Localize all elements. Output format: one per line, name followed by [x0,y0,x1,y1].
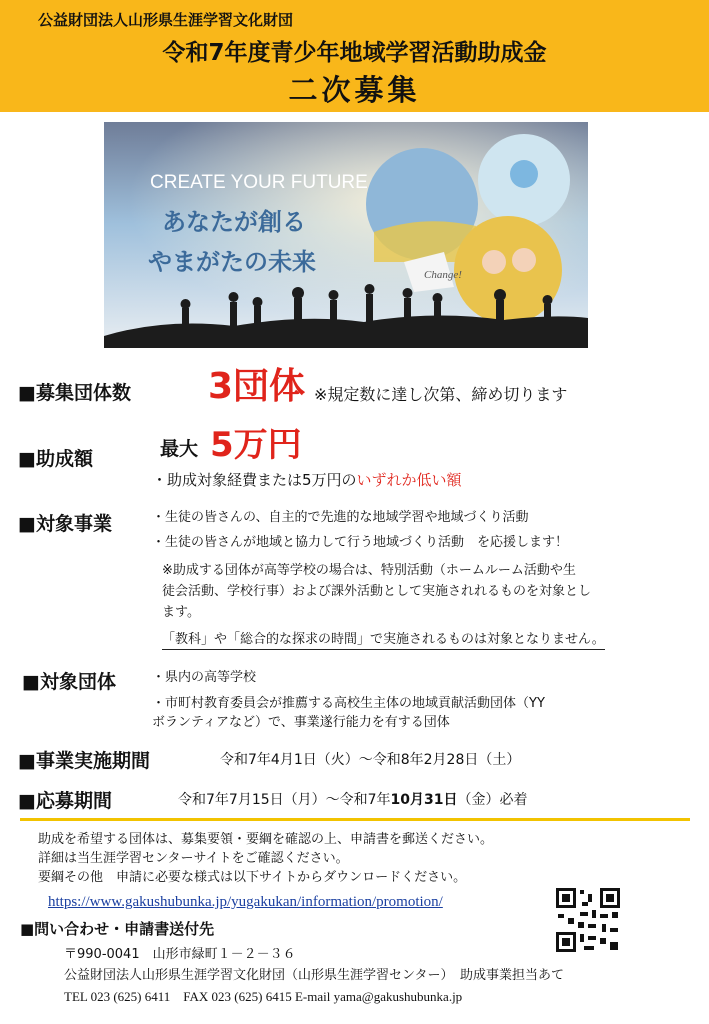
hero-tagline-en: CREATE YOUR FUTURE [150,172,368,193]
target-group-label: ■対象団体 [22,671,116,693]
recruit-amount: 3団体 [208,366,306,407]
target-project-note-3: ます。 [162,605,200,620]
contact-address: 〒990-0041 山形市緑町１－２－３６ [64,947,296,962]
contact-organization: 公益財団法人山形県生涯学習文化財団（山形県生涯学習センター） 助成事業担当あて [64,968,564,983]
apply-deadline: 10月31日 [390,792,458,808]
recruit-note: ※規定数に達し次第、締め切ります [314,385,568,404]
header-banner [0,0,709,112]
contact-phone-email: TEL 023 (625) 6411 FAX 023 (625) 6415 E-mail yama@gakushubunka.jp [64,989,463,1004]
apply-label: ■応募期間 [18,790,112,812]
page-title: 令和7年度青少年地域学習活動助成金 [162,40,547,66]
info-line-1: 助成を希望する団体は、募集要領・要綱を確認の上、申請書を郵送ください。 [38,832,494,847]
grant-prefix: 最大 [160,438,199,460]
target-project-item-2: ・生徒の皆さんが地域と協力して行う地域づくり活動 を応援します！ [152,535,569,550]
target-group-item-2a: ・市町村教育委員会が推薦する高校生主体の地域貢献活動団体（YY [152,696,545,711]
apply-value-start: 令和7年7月15日（月）～令和7年 [178,792,391,808]
grant-note-text: ・助成対象経費または5万円の [152,471,357,489]
page-subtitle: 二次募集 [288,73,421,107]
target-project-note-1: ※助成する団体が高等学校の場合は、特別活動（ホームルーム活動や生 [162,563,576,578]
target-project-note-2: 徒会活動、学校行事）および課外活動として実施されれるものを対象とし [162,584,592,599]
grant-amount: 5万円 [210,425,302,465]
grant-note-emphasis: いずれか低い額 [356,471,462,489]
organization-name: 公益財団法人山形県生涯学習文化財団 [38,11,294,29]
info-line-2: 詳細は当生涯学習センターサイトをご確認ください。 [38,851,349,866]
period-label: ■事業実施期間 [18,750,150,772]
hero-badge: Change! [424,269,462,281]
target-project-item-1: ・生徒の皆さんの、自主的で先進的な地域学習や地域づくり活動 [152,510,529,525]
hero-image [104,122,588,348]
hero-line-1: あなたが創る [162,208,306,236]
period-value: 令和7年4月1日（火）～令和8年2月28日（土） [220,752,521,768]
apply-value-end: （金）必着 [457,792,528,808]
recruit-label: ■募集団体数 [18,382,131,404]
info-line-3: 要綱その他 申請に必要な様式は以下サイトからダウンロードください。 [38,870,467,885]
target-project-excluded: 「教科」や「総合的な探求の時間」で実施されるものは対象となりません。 [162,630,605,650]
contact-label: ■問い合わせ・申請書送付先 [20,920,215,938]
promotion-link[interactable]: https://www.gakushubunka.jp/yugakukan/information/promotion/ [48,894,443,910]
target-group-item-2b: ボランティアなど）で、事業遂行能力を有する団体 [152,715,450,730]
qr-code[interactable] [556,888,620,952]
hero-line-2: やまがたの未来 [148,248,316,276]
grant-note [152,469,462,490]
grant-label: ■助成額 [18,448,93,470]
target-group-item-1: ・県内の高等学校 [152,670,257,685]
section-divider [20,818,690,821]
apply-value [178,789,528,809]
target-project-label: ■対象事業 [18,513,112,535]
